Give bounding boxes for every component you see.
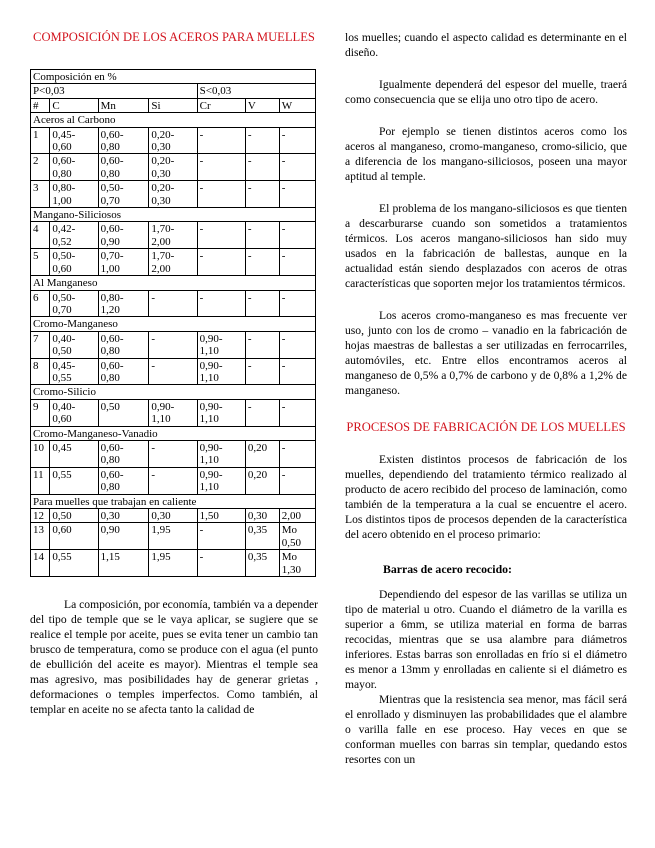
table-cell-carbon: 0,45- 0,60 (50, 127, 98, 154)
table-cell-number: 14 (31, 550, 50, 577)
table-row (31, 550, 316, 577)
table-row (31, 222, 316, 249)
table-cell-tungsten: Mo 0,50 (279, 523, 315, 550)
table-cell-carbon: 0,55 (50, 550, 98, 577)
table-cell-vanadium: 0,35 (245, 550, 279, 577)
steel-group-label: Al Manganeso (31, 276, 316, 290)
table-cell-number: 13 (31, 523, 50, 550)
steel-group-label: Cromo-Manganeso (31, 317, 316, 331)
table-cell-chromium: - (197, 127, 245, 154)
table-row (31, 181, 316, 208)
table-cell-silicon: 0,20- 0,30 (149, 181, 197, 208)
table-group-row (31, 276, 316, 290)
table-cell-chromium: 0,90- 1,10 (197, 467, 245, 494)
steel-group-label: Cromo-Silicio (31, 385, 316, 399)
table-cell-number: 12 (31, 509, 50, 523)
right-column (345, 30, 627, 767)
table-cell-chromium: - (197, 523, 245, 550)
table-row (31, 249, 316, 276)
table-cell-tungsten: 2,00 (279, 509, 315, 523)
table-cell-vanadium: 0,30 (245, 509, 279, 523)
resistance-paragraph: Mientras que la resistencia sea menor, mas fácil será el enrollado y disminuyen las probabilidades que el alambre o varilla falle en ese proceso. Hay veces en que se conforman muelles con barras sin templar, quedando estos resortes con un (345, 693, 627, 766)
table-cell-silicon: - (149, 358, 197, 385)
table-cell-chromium: 0,90- 1,10 (197, 399, 245, 426)
table-group-row (31, 317, 316, 331)
table-cell-silicon: 0,20- 0,30 (149, 127, 197, 154)
table-cell-carbon: 0,50- 0,70 (50, 290, 98, 317)
table-cell-carbon: 0,55 (50, 467, 98, 494)
table-cell-number: 4 (31, 222, 50, 249)
continued-paragraph: los muelles; cuando el aspecto calidad es determinante en el diseño. (345, 31, 627, 59)
table-cell-vanadium: 0,20 (245, 467, 279, 494)
table-row (31, 440, 316, 467)
table-cell-manganese: 0,30 (98, 509, 149, 523)
table-cell-number: 6 (31, 290, 50, 317)
table-body (31, 70, 316, 577)
table-row (31, 154, 316, 181)
table-cell-vanadium: - (245, 290, 279, 317)
table-cell-carbon: 0,80- 1,00 (50, 181, 98, 208)
header-chromium: Cr (197, 98, 245, 112)
table-row (31, 358, 316, 385)
header-manganese: Mn (98, 98, 149, 112)
table-cell-number: 11 (31, 467, 50, 494)
table-cell-silicon: - (149, 290, 197, 317)
table-cell-silicon: 1,70- 2,00 (149, 222, 197, 249)
table-cell-silicon: 0,20- 0,30 (149, 154, 197, 181)
table-cell-tungsten: - (279, 181, 315, 208)
processes-paragraph: Existen distintos procesos de fabricación de los muelles, dependiendo del tratamiento térmico realizado al producto de acero recibido del proceso de laminación, como también de la temperatura a la cual se encuentre el acero. Los distintos tipos de procesos dependen de la característica del acero obtenido en el proceso primario: (345, 453, 627, 541)
table-cell-number: 8 (31, 358, 50, 385)
table-cell-vanadium: 0,35 (245, 523, 279, 550)
steel-composition-table (30, 69, 316, 577)
table-title: Composición en % (31, 70, 316, 84)
table-cell-carbon: 0,42- 0,52 (50, 222, 98, 249)
table-cell-chromium: - (197, 222, 245, 249)
table-cell-silicon: - (149, 440, 197, 467)
table-cell-tungsten: - (279, 154, 315, 181)
steel-group-label: Para muelles que trabajan en caliente (31, 494, 316, 508)
table-cell-vanadium: - (245, 181, 279, 208)
table-cell-manganese: 0,80- 1,20 (98, 290, 149, 317)
table-row (31, 467, 316, 494)
composition-heading: COMPOSICIÓN DE LOS ACEROS PARA MUELLES (33, 30, 315, 44)
table-cell-chromium: 1,50 (197, 509, 245, 523)
table-cell-manganese: 0,60- 0,80 (98, 440, 149, 467)
table-cell-tungsten: - (279, 399, 315, 426)
table-cell-manganese: 0,90 (98, 523, 149, 550)
header-number: # (31, 98, 50, 112)
table-cell-carbon: 0,60- 0,80 (50, 154, 98, 181)
table-cell-chromium: - (197, 181, 245, 208)
table-cell-manganese: 0,60- 0,80 (98, 331, 149, 358)
table-group-row (31, 113, 316, 127)
table-cell-carbon: 0,40- 0,50 (50, 331, 98, 358)
left-column (30, 30, 318, 734)
table-cell-tungsten: - (279, 222, 315, 249)
table-cell-manganese: 0,60- 0,80 (98, 154, 149, 181)
table-cell-carbon: 0,45 (50, 440, 98, 467)
header-vanadium: V (245, 98, 279, 112)
table-cell-manganese: 0,60- 0,80 (98, 127, 149, 154)
table-group-row (31, 208, 316, 222)
table-cell-silicon: 0,90- 1,10 (149, 399, 197, 426)
steel-group-label: Aceros al Carbono (31, 113, 316, 127)
table-cell-vanadium: - (245, 222, 279, 249)
table-cell-number: 7 (31, 331, 50, 358)
table-title-row (31, 70, 316, 84)
table-cell-tungsten: - (279, 331, 315, 358)
table-cell-manganese: 0,50- 0,70 (98, 181, 149, 208)
chrome-manganese-paragraph: Los aceros cromo-manganeso es mas frecuente ver uso, junto con los de cromo – vanadio en la fabricación de hojas maestras de ballestas a ser utilizadas en ferrocarriles, automóviles, etc. Entre ellos encontramos aceros al manganeso de 0,5% a 0,7% de carbono y de 0,8% a 1,2% de manganeso. (345, 309, 627, 397)
table-group-row (31, 426, 316, 440)
table-row (31, 523, 316, 550)
table-row (31, 331, 316, 358)
table-cell-vanadium: - (245, 249, 279, 276)
table-cell-carbon: 0,45- 0,55 (50, 358, 98, 385)
table-cell-silicon: 1,95 (149, 523, 197, 550)
table-cell-manganese: 0,70- 1,00 (98, 249, 149, 276)
table-cell-number: 9 (31, 399, 50, 426)
table-cell-tungsten: Mo 1,30 (279, 550, 315, 577)
table-group-row (31, 385, 316, 399)
steel-group-label: Cromo-Manganeso-Vanadio (31, 426, 316, 440)
table-cell-manganese: 0,60- 0,80 (98, 467, 149, 494)
table-cell-chromium: 0,90- 1,10 (197, 358, 245, 385)
table-cell-tungsten: - (279, 467, 315, 494)
table-row (31, 399, 316, 426)
table-header-row (31, 98, 316, 112)
table-cell-number: 3 (31, 181, 50, 208)
table-cell-number: 2 (31, 154, 50, 181)
table-cell-tungsten: - (279, 249, 315, 276)
table-cell-vanadium: - (245, 358, 279, 385)
steel-examples-paragraph: Por ejemplo se tienen distintos aceros como los aceros al manganeso, cromo-manganeso, cromo-silicio, que a diferencia de los mangano-siliciosos, poseen una mayor aptitud al temple. (345, 125, 627, 183)
steel-group-label: Mangano-Siliciosos (31, 208, 316, 222)
table-cell-carbon: 0,50 (50, 509, 98, 523)
table-cell-vanadium: 0,20 (245, 440, 279, 467)
thickness-paragraph: Igualmente dependerá del espesor del muelle, traerá como consecuencia que se elija uno otro tipo de acero. (345, 78, 627, 106)
table-cell-chromium: 0,90- 1,10 (197, 440, 245, 467)
table-note-row (31, 84, 316, 98)
table-cell-manganese: 1,15 (98, 550, 149, 577)
table-cell-chromium: - (197, 550, 245, 577)
table-cell-number: 1 (31, 127, 50, 154)
phosphorus-note: P<0,03 (31, 84, 198, 98)
table-cell-number: 5 (31, 249, 50, 276)
table-cell-tungsten: - (279, 440, 315, 467)
header-carbon: C (50, 98, 98, 112)
table-cell-carbon: 0,50- 0,60 (50, 249, 98, 276)
table-cell-tungsten: - (279, 127, 315, 154)
table-cell-vanadium: - (245, 154, 279, 181)
table-cell-silicon: 1,95 (149, 550, 197, 577)
table-cell-vanadium: - (245, 331, 279, 358)
table-cell-carbon: 0,40- 0,60 (50, 399, 98, 426)
table-cell-silicon: 1,70- 2,00 (149, 249, 197, 276)
table-row (31, 290, 316, 317)
header-tungsten: W (279, 98, 315, 112)
table-cell-chromium: 0,90- 1,10 (197, 331, 245, 358)
table-cell-tungsten: - (279, 290, 315, 317)
table-group-row (31, 494, 316, 508)
table-cell-chromium: - (197, 154, 245, 181)
table-cell-silicon: 0,30 (149, 509, 197, 523)
table-cell-chromium: - (197, 249, 245, 276)
quench-paragraph: La composición, por economía, también va a depender del tipo de temple que se le vaya aplicar, se sugiere que se realice el temple por aceite, pues se evita tener un cambio tan brusco de temperatura, como se produce con el agua (el punto de ebullición del aceite es mayor). Mientras el temple sea mas agresivo, mas posibilidades hay de generar grietas , deformaciones o temples imperfectos. Como también, al templar en aceite no se afecta tanto la calidad de (30, 598, 319, 717)
table-cell-vanadium: - (245, 399, 279, 426)
decarburization-paragraph: El problema de los mangano-siliciosos es que tienten a descarburarse cuando son sometidos a tratamientos térmicos. Los aceros mangano-siliciosos han sido muy usados en la fabricación de ballestas, aunque en la actualidad están siendo desplazados con aceros de otras características que soporten mejor los tratamientos térmicos. (345, 202, 627, 290)
table-row (31, 127, 316, 154)
table-cell-carbon: 0,60 (50, 523, 98, 550)
header-silicon: Si (149, 98, 197, 112)
annealed-bars-subheading: Barras de acero recocido: (383, 562, 512, 576)
table-cell-silicon: - (149, 467, 197, 494)
table-cell-manganese: 0,50 (98, 399, 149, 426)
table-row (31, 509, 316, 523)
table-cell-vanadium: - (245, 127, 279, 154)
sulfur-note: S<0,03 (197, 84, 315, 98)
table-cell-manganese: 0,60- 0,80 (98, 358, 149, 385)
manufacturing-heading: PROCESOS DE FABRICACIÓN DE LOS MUELLES (346, 420, 626, 434)
table-cell-tungsten: - (279, 358, 315, 385)
table-cell-chromium: - (197, 290, 245, 317)
table-cell-manganese: 0,60- 0,90 (98, 222, 149, 249)
rod-thickness-paragraph: Dependiendo del espesor de las varillas se utiliza un tipo de material u otro. Cuando el diámetro de la varilla es superior a 6mm, se utiliza material en forma de barras recocidas, mientras que se usa alambre para diámetros inferiores. Estas barras son enrolladas en frío si el diámetro es menor a 13mm y enrolladas en caliente si el diámetro es mayor. (345, 588, 627, 691)
table-cell-silicon: - (149, 331, 197, 358)
table-cell-number: 10 (31, 440, 50, 467)
